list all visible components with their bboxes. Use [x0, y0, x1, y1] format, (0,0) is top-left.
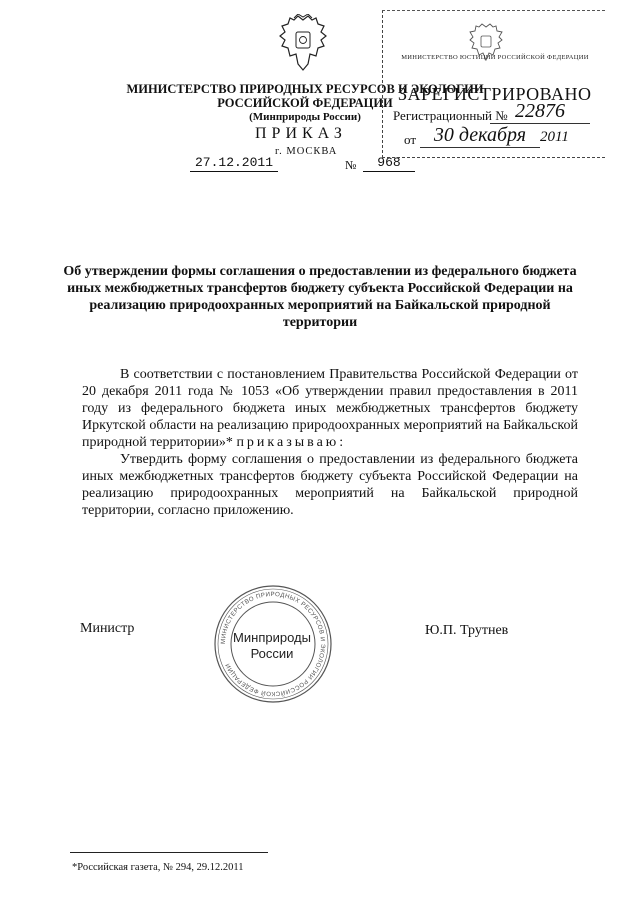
- stamp-reg-year: 2011: [540, 129, 569, 145]
- document-number: 968: [363, 155, 415, 172]
- footnote-divider: [70, 852, 268, 853]
- document-city: г. МОСКВА: [275, 146, 338, 157]
- body-paragraph-2: Утвердить форму соглашения о предоставлении из федерального бюджета иных межбюджетных трансфертов бюджету субъекта Российской Федерации на реализацию природоохранных мероприятий на Байкальской природной территории, согласно приложению.: [82, 452, 578, 518]
- document-title: Об утверждении формы соглашения о предоставлении из федерального бюджета иных межбюджетных трансфертов бюджету субъекта Российской Федерации на реализацию природоохранных мероприятий на Байкальской природной территории: [63, 264, 577, 330]
- stamp-reg-label: Регистрационный №: [393, 108, 508, 123]
- paragraph-1-text: В соответствии с постановлением Правительства Российской Федерации от 20 декабря 2011 года № 1053 «Об утверждении правил предоставления в 2011 году из федерального бюджета иных межбюджетных трансфертов бюджету Иркутской области на реализацию природоохранных мероприятий на Байкальской природной территории»*: [82, 367, 578, 450]
- footnote: *Российская газета, № 294, 29.12.2011: [72, 862, 244, 873]
- signer-title: Министр: [80, 621, 135, 636]
- document-body: [82, 366, 578, 519]
- seal-ring-text: МИНИСТЕРСТВО ПРИРОДНЫХ РЕСУРСОВ И ЭКОЛОГИИ РОССИЙСКОЙ ФЕДЕРАЦИИ: [219, 590, 327, 698]
- stamp-ministry-name: МИНИСТЕРСТВО ЮСТИЦИИ РОССИЙСКОЙ ФЕДЕРАЦИИ: [401, 54, 589, 61]
- stamp-date-label: от: [404, 132, 417, 147]
- stamp-reg-date: 30 декабря: [420, 124, 540, 148]
- document-type: ПРИКАЗ: [255, 125, 347, 142]
- number-sign: №: [345, 158, 357, 172]
- signer-name: Ю.П. Трутнев: [425, 623, 509, 638]
- coat-of-arms-icon: [276, 14, 330, 72]
- body-paragraph-1: [82, 366, 578, 451]
- seal-line-1: Минприроды: [233, 630, 311, 645]
- ministry-name-line1: МИНИСТЕРСТВО ПРИРОДНЫХ РЕСУРСОВ И ЭКОЛОГИИ: [126, 82, 484, 96]
- seal-line-2: России: [250, 646, 294, 661]
- command-word: приказываю:: [236, 435, 347, 450]
- ministry-short-name: (Минприроды России): [249, 111, 361, 123]
- ministry-name-line2: РОССИЙСКОЙ ФЕДЕРАЦИИ: [217, 96, 393, 110]
- document-date: 27.12.2011: [190, 155, 278, 172]
- stamp-status: ЗАРЕГИСТРИРОВАНО: [398, 84, 592, 104]
- seal-center-text: [222, 630, 322, 662]
- stamp-reg-number: 22876: [490, 100, 590, 124]
